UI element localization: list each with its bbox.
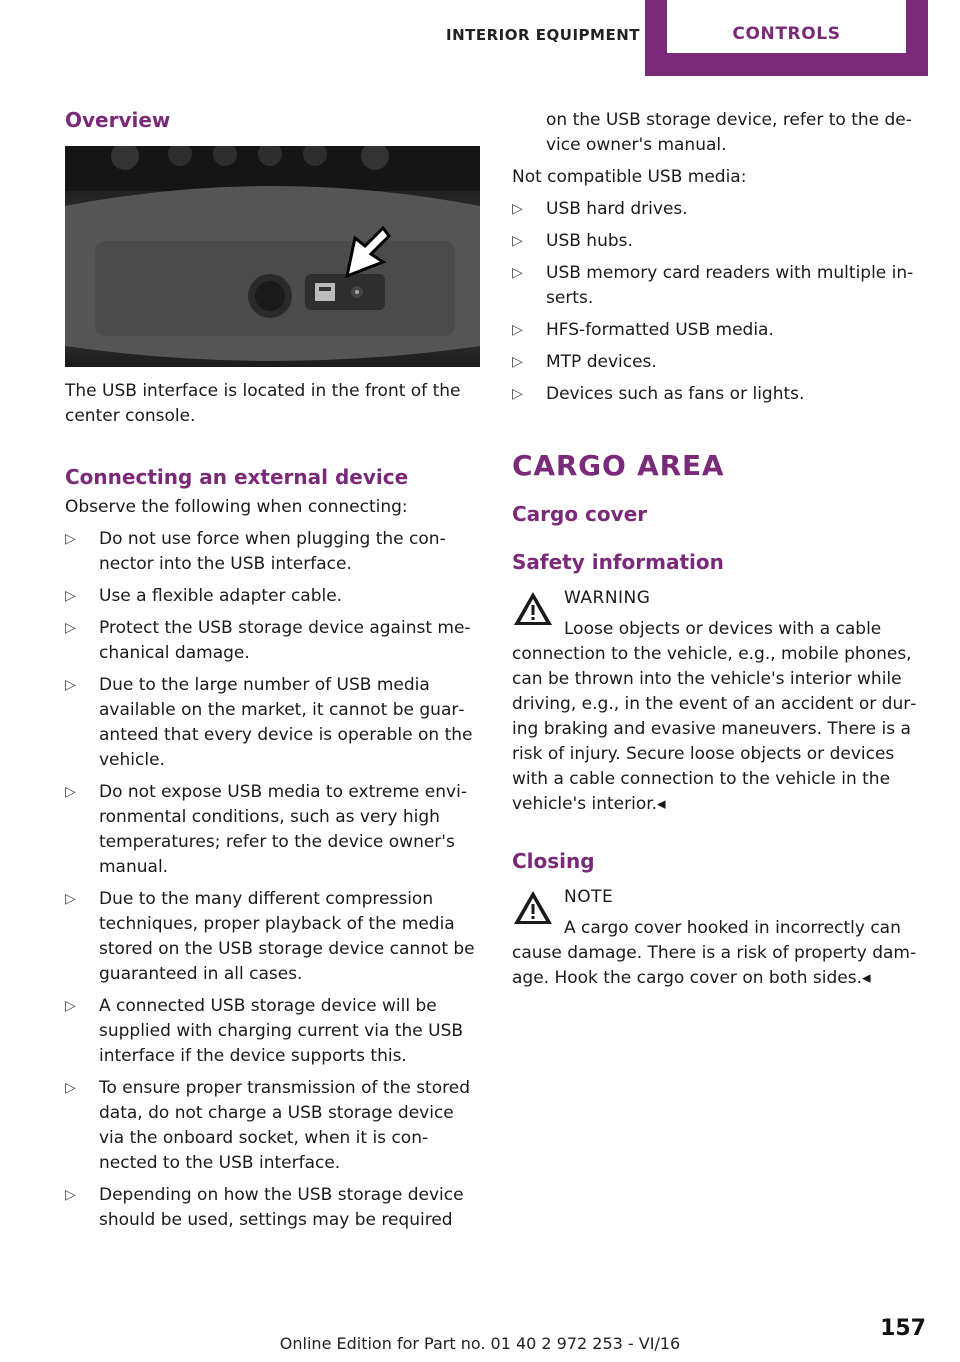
list-item: ▷ To ensure proper transmission of the stored data, do not charge a USB storage device via the onboard socket, when it is connected to the USB interface. xyxy=(65,1078,470,1173)
list-item: ▷ Devices such as fans or lights. xyxy=(512,382,928,407)
bullet-triangle-icon: ▷ xyxy=(65,531,76,547)
bullet-triangle-icon: ▷ xyxy=(65,620,76,636)
bullet-triangle-icon: ▷ xyxy=(512,233,523,249)
warning-triangle-icon xyxy=(512,590,554,628)
bullet-triangle-icon: ▷ xyxy=(512,265,523,281)
bullet-triangle-icon: ▷ xyxy=(65,588,76,604)
not-compatible-intro: Not compatible USB media: xyxy=(512,167,747,187)
bullet-triangle-icon: ▷ xyxy=(65,1187,76,1203)
chapter-tab-label: CONTROLS xyxy=(732,24,841,44)
usb-console-photo xyxy=(65,146,480,367)
list-item: ▷ Depending on how the USB storage device should be used, settings may be required xyxy=(65,1185,464,1230)
list-item: ▷ USB hard drives. xyxy=(512,197,928,222)
bullet-triangle-icon: ▷ xyxy=(512,354,523,370)
bullet-triangle-icon: ▷ xyxy=(65,677,76,693)
left-column xyxy=(65,108,480,1240)
list-item: ▷ Do not expose USB media to extreme environmental conditions, such as very high temperatures; refer to the device owner's manual. xyxy=(65,782,467,877)
page-number: 157 xyxy=(880,1316,926,1341)
cargo-area-heading: CARGO AREA xyxy=(512,449,725,482)
warning-block xyxy=(512,586,928,817)
note-first-line: A cargo cover hooked in incorrectly can xyxy=(564,918,901,938)
bullet-triangle-icon: ▷ xyxy=(512,322,523,338)
bullet-triangle-icon: ▷ xyxy=(512,386,523,402)
note-text: cause damage. There is a risk of property damage. Hook the cargo cover on both sides.◂ xyxy=(512,943,917,988)
cargo-cover-heading: Cargo cover xyxy=(512,502,648,526)
connecting-list xyxy=(65,527,480,1233)
safety-information-heading: Safety information xyxy=(512,550,724,574)
warning-label: WARNING xyxy=(564,588,651,608)
bullet-triangle-icon: ▷ xyxy=(512,201,523,217)
list-item: ▷ MTP devices. xyxy=(512,350,928,375)
not-compatible-list xyxy=(512,197,928,407)
chapter-tab xyxy=(645,0,928,76)
usb-console-illustration xyxy=(65,146,480,367)
continued-text: on the USB storage device, refer to the device owner's manual. xyxy=(546,110,912,155)
overview-text: The USB interface is located in the front of the center console. xyxy=(65,381,461,426)
footer-edition: Online Edition for Part no. 01 40 2 972 253 - VI/16 xyxy=(279,1334,681,1353)
connecting-heading: Connecting an external device xyxy=(65,465,409,489)
bullet-triangle-icon: ▷ xyxy=(65,891,76,907)
list-item: ▷ USB memory card readers with multiple inserts. xyxy=(512,263,914,308)
connecting-intro: Observe the following when connecting: xyxy=(65,497,408,517)
list-item: ▷ Do not use force when plugging the connector into the USB interface. xyxy=(65,529,446,574)
running-header-section: INTERIOR EQUIPMENT xyxy=(446,26,640,44)
bullet-triangle-icon: ▷ xyxy=(65,998,76,1014)
warning-first-line: Loose objects or devices with a cable xyxy=(564,619,882,639)
list-item: ▷ USB hubs. xyxy=(512,229,928,254)
overview-heading: Overview xyxy=(65,108,171,132)
note-label: NOTE xyxy=(564,887,614,907)
note-triangle-icon xyxy=(512,889,554,927)
bullet-triangle-icon: ▷ xyxy=(65,784,76,800)
note-block xyxy=(512,885,928,991)
bullet-triangle-icon: ▷ xyxy=(65,1080,76,1096)
warning-text: connection to the vehicle, e.g., mobile phones, can be thrown into the vehicle's interior while driving, e.g., in the event of an accident or during braking and evasive maneuvers. There is a risk of injury. Secure loose objects or devices with a cable connection to the vehicle in the vehicle's interior.◂ xyxy=(512,644,917,814)
list-item: ▷ Due to the large number of USB media available on the market, it cannot be guaranteed that every device is operable on the vehicle. xyxy=(65,675,473,770)
list-item: ▷ HFS-formatted USB media. xyxy=(512,318,928,343)
right-column xyxy=(512,108,928,991)
closing-heading: Closing xyxy=(512,849,595,873)
list-item: ▷ Protect the USB storage device against mechanical damage. xyxy=(65,618,471,663)
list-item: ▷ Use a flexible adapter cable. xyxy=(65,584,480,609)
list-item: ▷ A connected USB storage device will be supplied with charging current via the USB interface if the device supports this. xyxy=(65,996,464,1066)
list-item: ▷ Due to the many different compression techniques, proper playback of the media stored on the USB storage device cannot be guaranteed in all cases. xyxy=(65,889,475,984)
